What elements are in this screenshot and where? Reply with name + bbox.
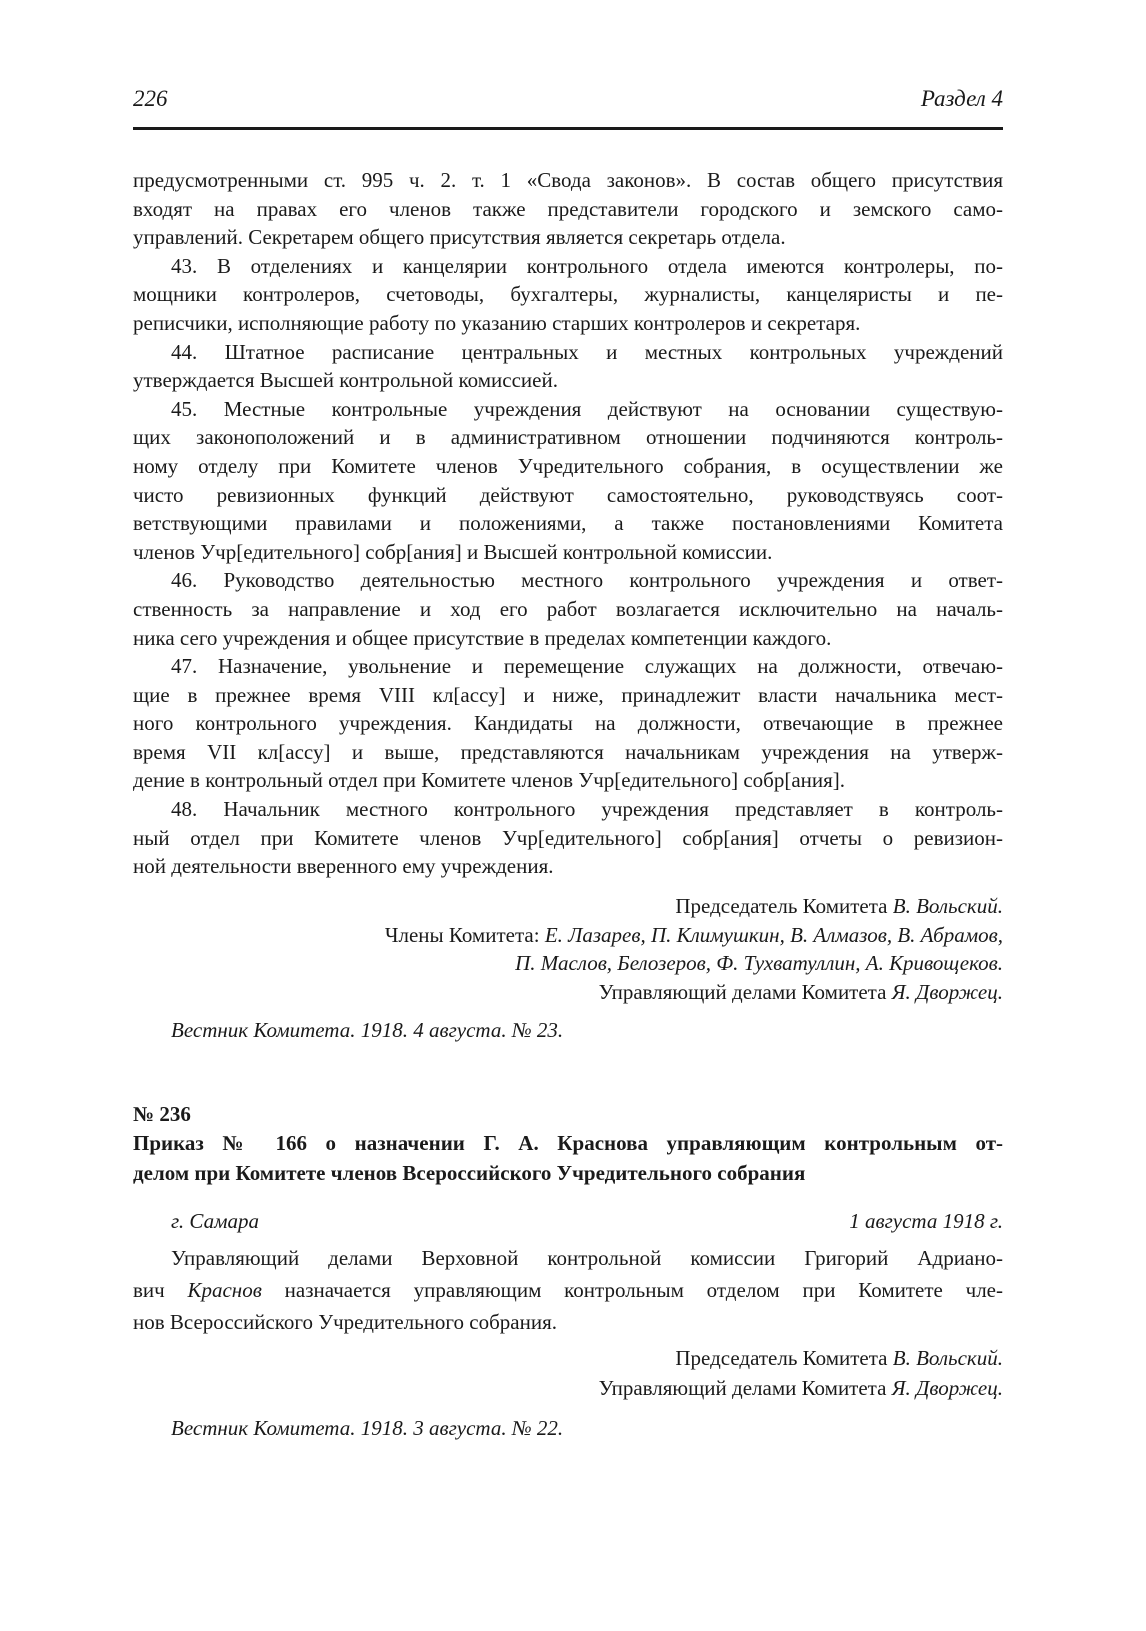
text-line: дение в контрольный отдел при Комитете членов Учр[едительного] собр[ания]. [133, 768, 846, 793]
source-citation: Вестник Комитета. 1918. 4 августа. № 23. [171, 1018, 564, 1042]
document-title-line: делом при Комитете членов Всероссийского Учредительного собрания [133, 1160, 806, 1185]
text-line: 44. Штатное расписание центральных и местных контрольных учреждений [171, 339, 1003, 364]
text-line: нов Всероссийского Учредительного собрания. [133, 1310, 557, 1334]
text-line: членов Учр[едительного] собр[ания] и Высшей контрольной комиссии. [133, 539, 773, 564]
signature-members-cont: П. Маслов, Белозеров, Ф. Тухватуллин, А. Кривощеков. [515, 951, 1003, 976]
text-line: ному отделу при Комитете членов Учредительного собрания, в осуществлении же [133, 453, 1003, 478]
signature-chair: Председатель Комитета В. Вольский. [675, 894, 1003, 918]
text-line: чисто ревизионных функций действуют самостоятельно, руководствуясь соот- [133, 482, 1003, 507]
signature-chair: Председатель Комитета В. Вольский. [675, 1346, 1003, 1370]
text-line: реписчики, исполняющие работу по указанию старших контролеров и секретаря. [133, 310, 861, 335]
text-line: 47. Назначение, увольнение и перемещение служащих на должности, отвечаю- [171, 654, 1003, 679]
document-date: 1 августа 1918 г. [849, 1209, 1003, 1233]
document-title-line: Приказ № 166 о назначении Г. А. Краснова управляющим контрольным от- [133, 1130, 1003, 1155]
text-line: ника сего учреждения и общее присутствие в пределах компетенции каждого. [133, 625, 832, 650]
document-text [133, 166, 1003, 881]
text-line: ственность за направление и ход его работ возлагается исключительно на началь- [133, 596, 1003, 621]
page-number: 226 [133, 86, 168, 111]
text-line: ного контрольного учреждения. Кандидаты на должности, отвечающие в прежнее [133, 711, 1003, 736]
text-line: Управляющий делами Верховной контрольной комиссии Григорий Адриано- [171, 1246, 1003, 1270]
signatures-block-2 [133, 1343, 1003, 1403]
signature-members: Члены Комитета: Е. Лазарев, П. Климушкин, В. Алмазов, В. Абрамов, [384, 922, 1003, 947]
text-line: щих законоположений и в административном отношении подчиняются контроль- [133, 425, 1003, 450]
document-place: г. Самара [171, 1209, 259, 1233]
text-line: входят на правах его членов также представители городского и земского само- [133, 196, 1003, 221]
text-line: ветствующими правилами и положениями, а также постановлениями Комитета [133, 511, 1003, 536]
text-line: 48. Начальник местного контрольного учреждения представляет в контроль- [171, 797, 1003, 822]
text-line: утверждается Высшей контрольной комиссией. [133, 368, 558, 393]
text-line: 46. Руководство деятельностью местного контрольного учреждения и ответ- [171, 568, 1003, 593]
running-head-section: Раздел 4 [920, 86, 1003, 111]
text-line: управлений. Секретарем общего присутствия является секретарь отдела. [133, 225, 786, 250]
signature-manager: Управляющий делами Комитета Я. Дворжец. [598, 979, 1003, 1004]
text-line: щие в прежнее время VIII кл[ассу] и ниже, принадлежит власти начальника мест- [133, 682, 1003, 707]
text-line: 45. Местные контрольные учреждения действуют на основании существую- [171, 396, 1003, 421]
document-heading [133, 1100, 1003, 1187]
text-line: ный отдел при Комитете членов Учр[едительного] собр[ания] отчеты о ревизион- [133, 825, 1003, 850]
text-line: 43. В отделениях и канцелярии контрольного отдела имеются контролеры, по- [171, 253, 1003, 278]
text-line: мощники контролеров, счетоводы, бухгалтеры, журналисты, канцеляристы и пе- [133, 282, 1003, 307]
text-line: время VII кл[ассу] и выше, представляются начальникам учреждения на утверж- [133, 739, 1003, 764]
place-date [133, 1207, 1003, 1236]
signatures-block [133, 892, 1003, 1006]
text-line: предусмотренными ст. 995 ч. 2. т. 1 «Свода законов». В состав общего присутствия [133, 168, 1003, 192]
text-line: вич Краснов назначается управляющим контрольным отделом при Комитете чле- [133, 1278, 1003, 1302]
text-line: ной деятельности вверенного ему учреждения. [133, 854, 554, 879]
document-number: № 236 [133, 1102, 191, 1126]
header-rule [133, 127, 1003, 130]
signature-manager: Управляющий делами Комитета Я. Дворжец. [598, 1376, 1003, 1400]
order-body [133, 1242, 1003, 1338]
source-citation: Вестник Комитета. 1918. 3 августа. № 22. [171, 1416, 564, 1440]
